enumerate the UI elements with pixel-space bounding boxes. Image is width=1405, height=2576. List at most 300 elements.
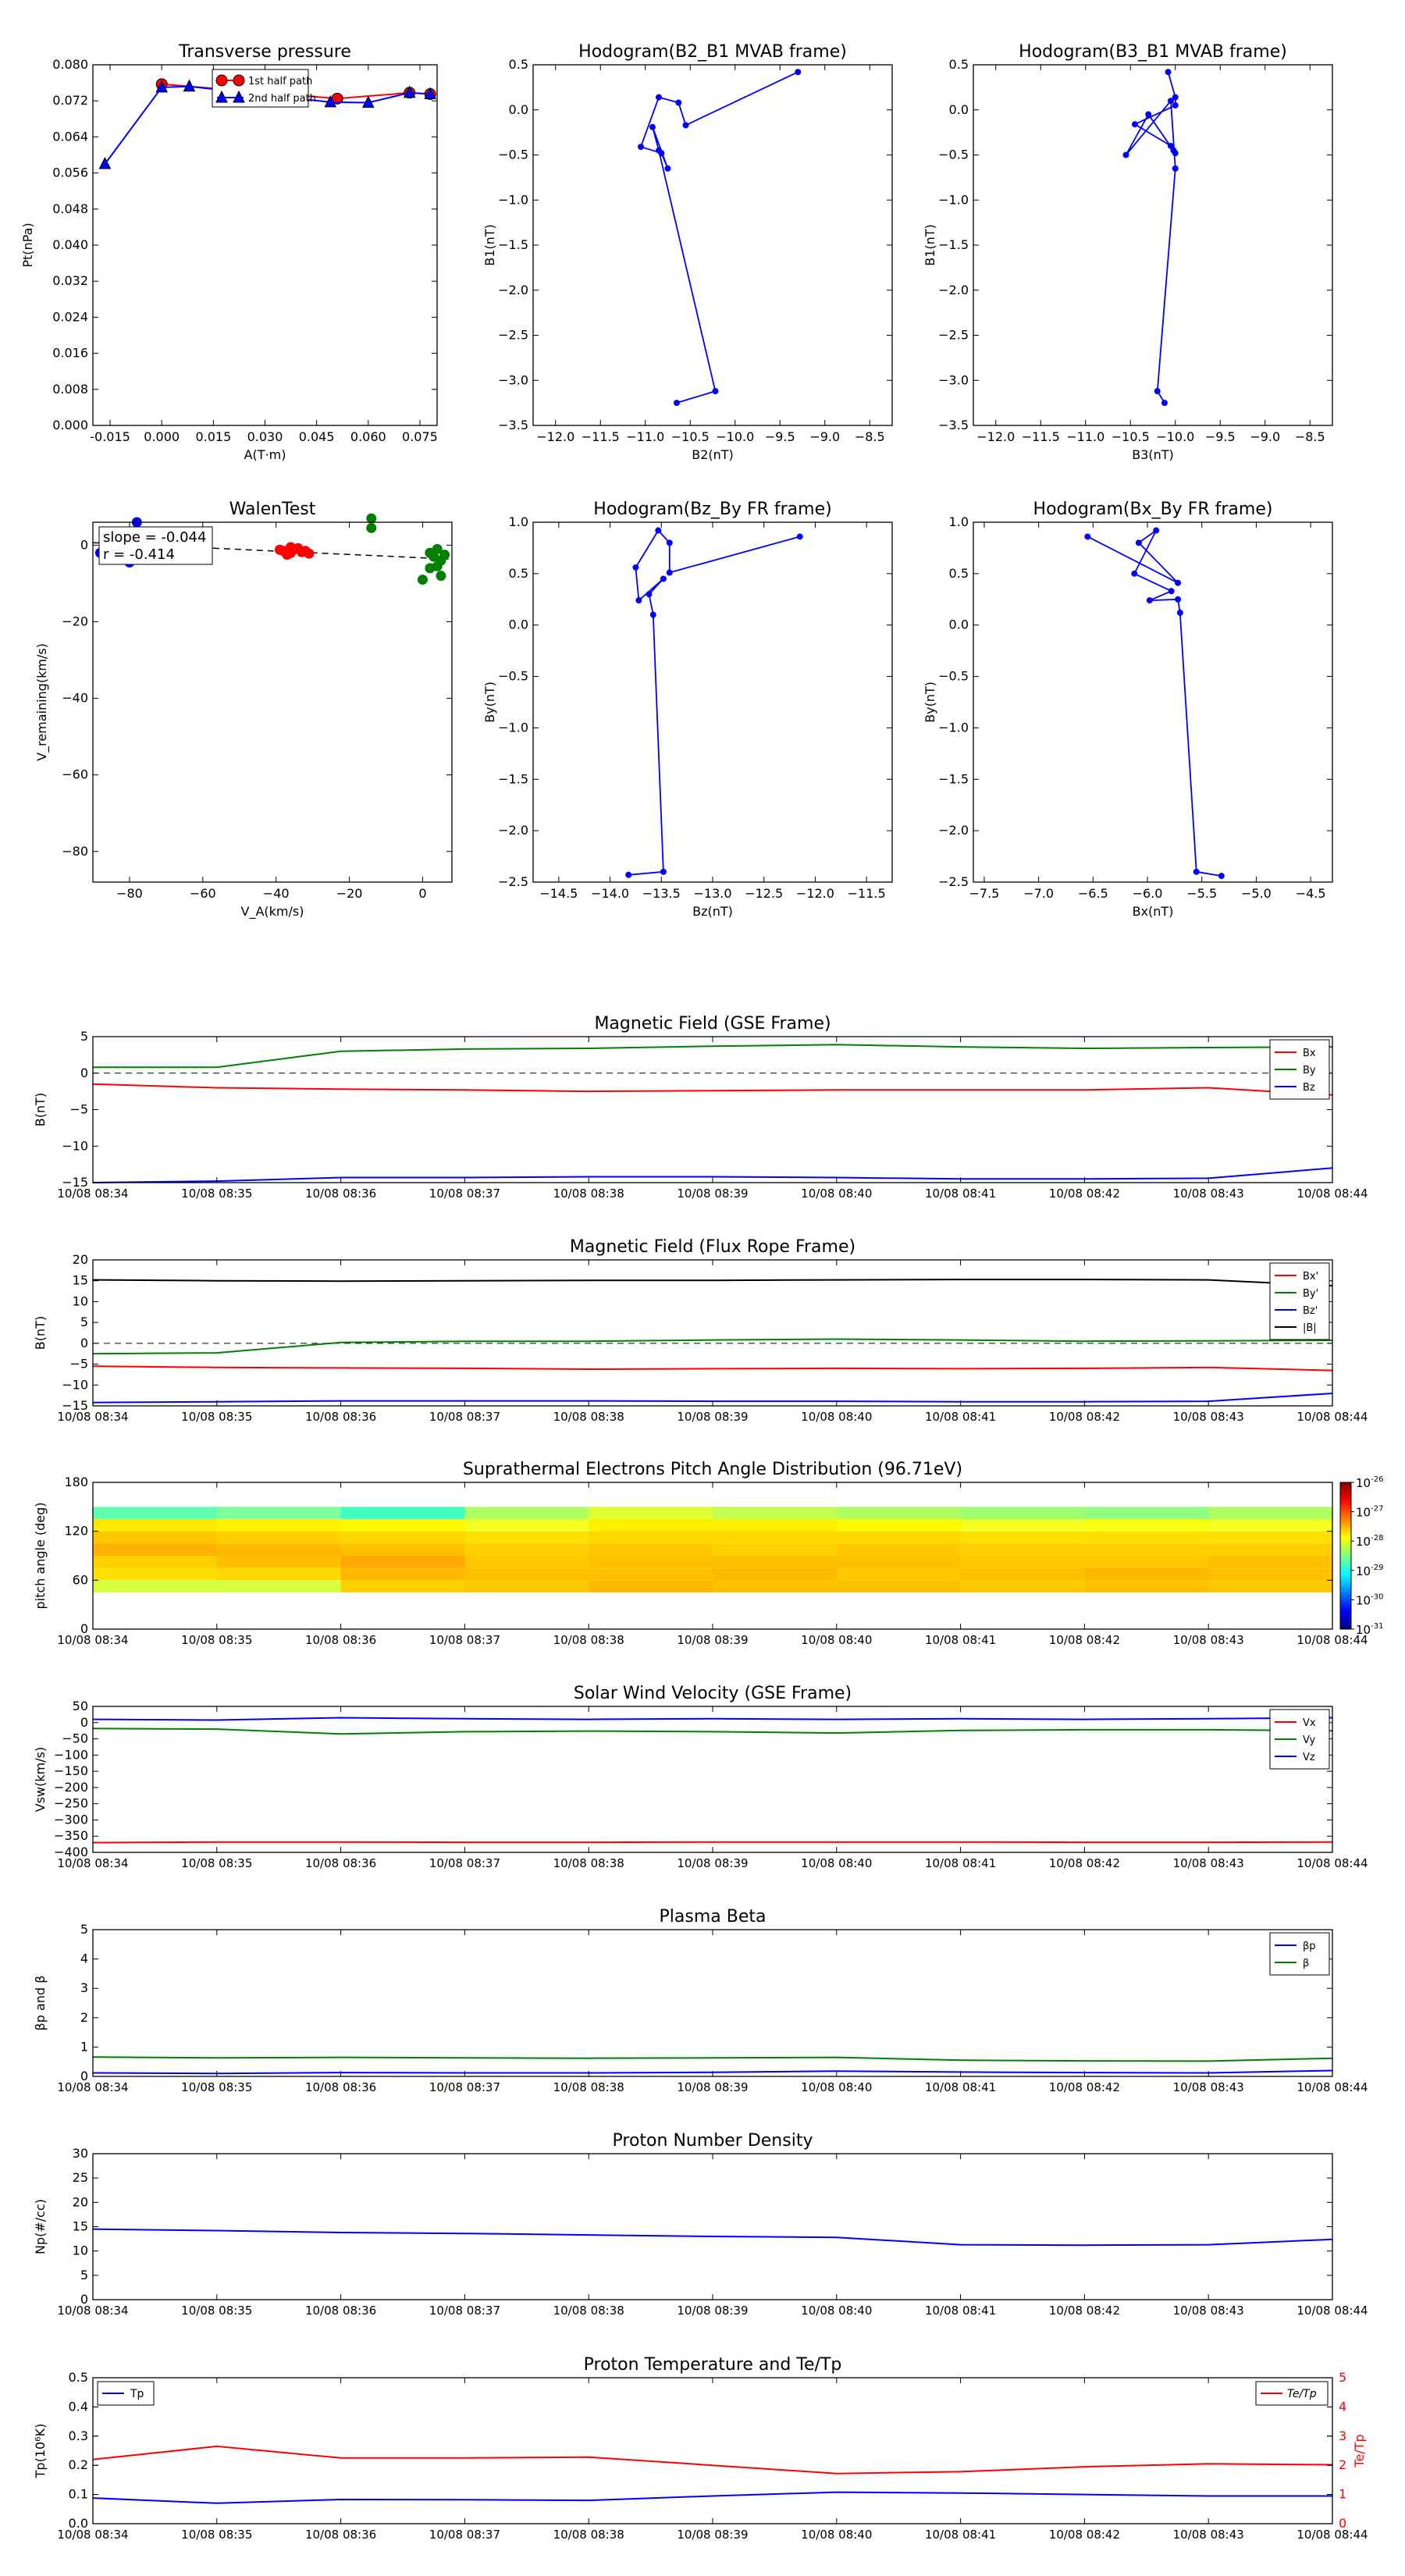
x-tick-label: 10/08 08:36 — [304, 2528, 377, 2542]
x-tick-label: 10/08 08:40 — [801, 2304, 873, 2318]
heatmap-cell — [464, 1519, 589, 1532]
heatmap-cell — [1084, 1532, 1208, 1544]
legend-label: β — [1303, 1958, 1310, 1969]
heatmap-cell — [464, 1543, 589, 1556]
scatter-point — [436, 571, 446, 581]
y-tick-label: 5 — [80, 2267, 88, 2282]
x-tick-label: 10/08 08:39 — [677, 2304, 749, 2318]
heatmap-cell — [1084, 1543, 1208, 1556]
y-axis-label: Pt(nPa) — [20, 222, 35, 268]
y-tick-label: −2.5 — [938, 874, 969, 889]
data-marker — [638, 144, 644, 150]
heatmap-cell — [464, 1532, 589, 1544]
y-tick-label: 3 — [1339, 2428, 1347, 2443]
y-tick-label: 4 — [1339, 2399, 1347, 2414]
y-tick-label: 0.080 — [52, 57, 88, 72]
y-tick-label: 0.3 — [68, 2428, 88, 2443]
heatmap-cell — [464, 1556, 589, 1568]
series-line — [93, 2057, 1332, 2061]
x-tick-label: 10/08 08:35 — [181, 1187, 253, 1201]
data-marker — [650, 612, 656, 617]
colorbar-exponent: -30 — [1371, 1592, 1384, 1602]
plot-frame — [93, 1706, 1332, 1852]
chart-walen-test — [34, 500, 452, 920]
x-axis-label: Bx(nT) — [1132, 904, 1174, 919]
x-tick-label: −5.5 — [1186, 886, 1218, 901]
legend-box — [1270, 1263, 1329, 1340]
heatmap-cell — [341, 1580, 465, 1592]
y-tick-label: 0.048 — [52, 201, 88, 216]
y-tick-label: −0.5 — [938, 147, 969, 162]
scatter-point — [367, 523, 376, 532]
y-tick-label: 0.0 — [508, 101, 528, 117]
y-tick-label: −100 — [54, 1747, 88, 1763]
chart-title: Transverse pressure — [179, 42, 351, 62]
y-tick-label: 0.5 — [508, 565, 528, 581]
y-tick-label: 15 — [72, 2218, 88, 2234]
heatmap-cell — [837, 1580, 961, 1592]
colorbar-tick-label: $10^{-27}$ — [1356, 1504, 1384, 1520]
x-tick-label: 10/08 08:38 — [553, 2080, 624, 2094]
data-marker — [1172, 165, 1178, 171]
chart-title: Magnetic Field (Flux Rope Frame) — [569, 1237, 856, 1257]
chart-mag-gse — [33, 1014, 1368, 1201]
y-tick-label: −1.0 — [938, 720, 969, 735]
heatmap-cell — [217, 1507, 341, 1519]
x-tick-label: 10/08 08:42 — [1048, 1856, 1121, 1870]
y-tick-label: −1.5 — [938, 771, 969, 787]
x-tick-label: 10/08 08:34 — [57, 2304, 129, 2318]
heatmap-cell — [217, 1556, 341, 1568]
heatmap-cell — [837, 1519, 961, 1532]
x-tick-label: 10/08 08:42 — [1048, 2304, 1121, 2318]
y-tick-label: 0.5 — [948, 57, 969, 72]
legend-label: Bz' — [1303, 1305, 1318, 1317]
x-tick-label: 10/08 08:36 — [304, 1633, 377, 1647]
x-tick-label: −14.0 — [591, 886, 630, 901]
legend-box — [1270, 1933, 1329, 1975]
x-tick-label: −12.0 — [795, 886, 834, 901]
heatmap-cell — [837, 1507, 961, 1519]
y-tick-label: 5 — [80, 1315, 88, 1330]
scatter-point — [418, 575, 427, 585]
y-tick-label: −2.5 — [498, 874, 528, 889]
heatmap-cell — [1084, 1568, 1208, 1581]
x-tick-label: 10/08 08:44 — [1297, 2528, 1368, 2542]
chart-title: WalenTest — [229, 500, 316, 519]
y-tick-label: 1.0 — [948, 514, 969, 529]
y-tick-label: −2.0 — [498, 823, 528, 838]
y-axis-label: pitch angle (deg) — [33, 1502, 48, 1610]
heatmap-cell — [961, 1507, 1085, 1519]
colorbar-exponent: -31 — [1371, 1622, 1384, 1631]
data-marker — [1218, 873, 1224, 879]
chart-vsw — [33, 1684, 1368, 1870]
x-tick-label: −11.0 — [1066, 429, 1105, 444]
plot-frame — [93, 522, 452, 882]
data-marker — [636, 598, 642, 603]
x-tick-label: 10/08 08:40 — [801, 2080, 873, 2094]
data-marker — [665, 165, 670, 171]
y-tick-label: −1.0 — [498, 192, 528, 208]
x-tick-label: 10/08 08:43 — [1172, 1187, 1244, 1201]
heatmap-cell — [93, 1580, 217, 1592]
chart-title: Proton Number Density — [612, 2131, 813, 2151]
x-tick-label: 10/08 08:41 — [924, 1410, 997, 1424]
x-tick-label: 10/08 08:41 — [924, 2080, 997, 2094]
x-tick-label: 10/08 08:37 — [429, 1856, 501, 1870]
x-tick-label: 10/08 08:34 — [57, 2528, 129, 2542]
y-tick-label: −2.0 — [938, 282, 969, 297]
scatter-point — [425, 564, 435, 573]
x-tick-label: 10/08 08:41 — [924, 2528, 997, 2542]
plot-frame — [93, 1260, 1332, 1406]
data-marker — [1154, 389, 1160, 394]
heatmap-cell — [961, 1519, 1085, 1532]
y-tick-label: −3.5 — [938, 418, 969, 432]
y-tick-label: −300 — [54, 1812, 88, 1827]
scatter-point — [286, 543, 295, 552]
data-marker — [649, 124, 655, 130]
y-tick-label: −5 — [69, 1101, 88, 1117]
colorbar-tick-label: $10^{-30}$ — [1356, 1592, 1384, 1608]
heatmap-cell — [1208, 1507, 1332, 1519]
heatmap-cell — [93, 1543, 217, 1556]
y-axis-label: By(nT) — [482, 681, 497, 723]
x-tick-label: −10.0 — [716, 429, 755, 444]
y-axis-label: Np(#/cc) — [33, 2199, 48, 2254]
data-marker — [1176, 580, 1181, 585]
heatmap-cell — [837, 1568, 961, 1581]
x-tick-label: 10/08 08:35 — [181, 2080, 253, 2094]
y-tick-label: −2.0 — [498, 282, 528, 297]
series-line — [93, 1340, 1332, 1354]
x-tick-label: 10/08 08:43 — [1172, 1856, 1244, 1870]
data-marker — [1172, 102, 1178, 108]
plot-frame — [533, 522, 892, 882]
data-marker — [713, 389, 718, 394]
y-tick-label: −400 — [54, 1845, 88, 1859]
x-tick-label: 10/08 08:38 — [553, 1410, 624, 1424]
y-tick-label: 0.5 — [508, 57, 528, 72]
heatmap-cell — [217, 1532, 341, 1544]
heatmap-cell — [1208, 1519, 1332, 1532]
heatmap-cell — [961, 1532, 1085, 1544]
heatmap-cell — [1208, 1568, 1332, 1581]
heatmap-cell — [589, 1556, 713, 1568]
y-tick-label: −15 — [62, 1175, 88, 1190]
y-tick-label: −2.5 — [498, 327, 528, 343]
heatmap-cell — [589, 1580, 713, 1592]
x-axis-label: B3(nT) — [1132, 447, 1174, 462]
x-tick-label: 10/08 08:40 — [801, 1633, 873, 1647]
x-tick-label: −6.5 — [1077, 886, 1108, 901]
heatmap-cell — [837, 1543, 961, 1556]
heatmap-cell — [1208, 1580, 1332, 1592]
heatmap-cell — [961, 1543, 1085, 1556]
y-tick-label: 0.5 — [948, 565, 969, 581]
data-marker — [1085, 534, 1090, 539]
y-tick-label: 0.2 — [68, 2457, 88, 2473]
chart-plasma-beta — [33, 1907, 1368, 2094]
x-tick-label: 10/08 08:38 — [553, 1856, 624, 1870]
y-tick-label: −1.0 — [938, 192, 969, 208]
y-tick-label: 0.0 — [68, 2516, 88, 2531]
y-tick-label: 1.0 — [508, 514, 528, 529]
y-tick-label: −2.5 — [938, 327, 969, 343]
data-marker — [633, 564, 638, 570]
x-tick-label: −7.0 — [1023, 886, 1055, 901]
chart-proton-temp — [33, 2355, 1368, 2542]
heatmap-cell — [589, 1519, 713, 1532]
chart-hodogram-b2-b1 — [482, 42, 892, 462]
x-tick-label: −11.0 — [626, 429, 665, 444]
x-tick-label: −10.0 — [1156, 429, 1195, 444]
heatmap-cell — [837, 1532, 961, 1544]
y-tick-label: −10 — [62, 1377, 88, 1393]
chart-hodogram-bx-by — [923, 500, 1332, 919]
y-tick-label: 0.064 — [52, 129, 88, 144]
legend-label: Tp — [130, 2388, 144, 2400]
heatmap-cell — [589, 1568, 713, 1581]
heatmap-cell — [1084, 1519, 1208, 1532]
x-tick-label: 10/08 08:40 — [801, 1856, 873, 1870]
x-tick-label: −60 — [189, 886, 216, 901]
y-axis-label: By(nT) — [923, 681, 937, 723]
colorbar-exponent: -27 — [1371, 1504, 1384, 1514]
heatmap-cell — [217, 1568, 341, 1581]
scatter-point — [432, 544, 442, 553]
heatmap-cell — [589, 1543, 713, 1556]
x-tick-label: 10/08 08:40 — [801, 1410, 873, 1424]
data-marker — [1147, 598, 1152, 603]
series-line — [93, 2492, 1332, 2503]
y-tick-label: 5 — [80, 1922, 88, 1937]
x-tick-label: 10/08 08:39 — [677, 2528, 749, 2542]
x-tick-label: 10/08 08:43 — [1172, 1633, 1244, 1647]
heatmap-cell — [464, 1507, 589, 1519]
x-tick-label: 0.045 — [298, 429, 335, 444]
heatmap-cell — [713, 1543, 837, 1556]
heatmap-cell — [961, 1556, 1085, 1568]
y-tick-label: −5 — [69, 1356, 88, 1372]
y-tick-label: −0.5 — [498, 147, 528, 162]
y-tick-label: −1.0 — [498, 720, 528, 735]
legend-marker — [216, 75, 227, 86]
heatmap-cell — [217, 1543, 341, 1556]
heatmap-cell — [1084, 1556, 1208, 1568]
legend-label: Vy — [1303, 1735, 1316, 1746]
x-tick-label: 10/08 08:43 — [1172, 2080, 1244, 2094]
y-tick-label: 10 — [72, 1293, 88, 1309]
data-marker — [1154, 528, 1159, 533]
x-tick-label: −6.0 — [1132, 886, 1163, 901]
data-marker — [1161, 400, 1167, 406]
y-tick-label: 0 — [80, 537, 88, 553]
y-axis-label: Tp(10⁶K) — [33, 2423, 48, 2478]
heatmap-cell — [1084, 1580, 1208, 1592]
x-tick-label: 10/08 08:39 — [677, 1410, 749, 1424]
heatmap-cell — [1084, 1507, 1208, 1519]
y-tick-label: −200 — [54, 1779, 88, 1795]
heatmap-cell — [961, 1568, 1085, 1581]
data-marker — [795, 69, 801, 75]
data-marker — [676, 100, 681, 105]
y-tick-label: 5 — [1339, 2370, 1347, 2385]
x-tick-label: −11.5 — [581, 429, 620, 444]
legend-label: Bx' — [1303, 1271, 1319, 1283]
colorbar-tick-label: $10^{-29}$ — [1356, 1563, 1384, 1578]
y-tick-label: 0.024 — [52, 309, 88, 325]
y-tick-label: −60 — [62, 767, 88, 782]
x-tick-label: −13.0 — [693, 886, 732, 901]
legend-label: Vz — [1303, 1752, 1315, 1763]
y-tick-label: 0.032 — [52, 273, 88, 289]
y-tick-label: 0.4 — [68, 2399, 88, 2414]
plot-frame — [973, 522, 1332, 882]
x-tick-label: 0 — [418, 886, 427, 901]
x-tick-label: 10/08 08:42 — [1048, 1633, 1121, 1647]
y-axis-label: B1(nT) — [923, 224, 937, 266]
chart-title: Magnetic Field (GSE Frame) — [594, 1014, 831, 1034]
legend-label: Vx — [1303, 1717, 1316, 1729]
x-tick-label: 10/08 08:35 — [181, 1633, 253, 1647]
series-line — [93, 1044, 1332, 1067]
x-tick-label: −9.5 — [1204, 429, 1236, 444]
x-axis-label: B2(nT) — [692, 447, 734, 462]
x-tick-label: −9.5 — [764, 429, 795, 444]
data-marker — [660, 576, 666, 582]
heatmap-cell — [93, 1507, 217, 1519]
y-tick-label: 1 — [1339, 2486, 1347, 2502]
legend-label: Te/Tp — [1287, 2388, 1317, 2400]
legend-label: 2nd half path — [248, 93, 316, 105]
data-marker — [656, 148, 662, 153]
chart-hodogram-bz-by — [482, 500, 892, 919]
x-tick-label: 10/08 08:37 — [429, 2528, 501, 2542]
x-tick-label: 0.000 — [144, 429, 180, 444]
x-tick-label: 10/08 08:39 — [677, 2080, 749, 2094]
y-tick-label: 25 — [72, 2170, 88, 2186]
x-tick-label: 10/08 08:39 — [677, 1633, 749, 1647]
data-marker — [1193, 869, 1199, 874]
y-axis-label: Vsw(km/s) — [33, 1746, 48, 1813]
y-tick-label: −15 — [62, 1398, 88, 1413]
y-tick-label: 0.5 — [68, 2370, 88, 2385]
heatmap-cell — [961, 1580, 1085, 1592]
x-tick-label: 10/08 08:43 — [1172, 1410, 1244, 1424]
heatmap-cell — [1208, 1543, 1332, 1556]
y-tick-label: −1.5 — [498, 237, 528, 252]
legend-marker — [233, 75, 244, 86]
y-tick-label: 10 — [72, 2243, 88, 2258]
colorbar-tick-label: $10^{-31}$ — [1356, 1622, 1384, 1637]
y-tick-label: 15 — [72, 1272, 88, 1288]
data-marker — [1133, 122, 1138, 127]
heatmap-cell — [341, 1568, 465, 1581]
x-tick-label: −20 — [336, 886, 363, 901]
x-tick-label: 10/08 08:44 — [1297, 2080, 1368, 2094]
x-tick-label: 10/08 08:34 — [57, 1633, 129, 1647]
x-tick-label: −10.5 — [1111, 429, 1150, 444]
heatmap-cell — [464, 1580, 589, 1592]
x-tick-label: 10/08 08:40 — [801, 2528, 873, 2542]
y-tick-label: −2.0 — [938, 823, 969, 838]
scatter-point — [367, 514, 376, 523]
x-tick-label: 10/08 08:34 — [57, 2080, 129, 2094]
x-tick-label: 10/08 08:36 — [304, 2080, 377, 2094]
x-tick-label: −12.5 — [745, 886, 784, 901]
series-line — [628, 531, 799, 875]
heatmap-cell — [464, 1568, 589, 1581]
chart-proton-density — [33, 2131, 1368, 2318]
y-tick-label: 0.016 — [52, 345, 88, 361]
heatmap-cell — [713, 1532, 837, 1544]
x-tick-label: −4.5 — [1295, 886, 1326, 901]
y-tick-label: 0 — [80, 2292, 88, 2307]
x-tick-label: 10/08 08:42 — [1048, 1187, 1121, 1201]
y-tick-label: 60 — [72, 1572, 88, 1588]
y-tick-label: −3.5 — [498, 418, 528, 432]
x-tick-label: 10/08 08:39 — [677, 1856, 749, 1870]
y-tick-label: 180 — [64, 1475, 88, 1489]
y-tick-label: 0 — [80, 1335, 88, 1350]
series-line — [93, 1366, 1332, 1370]
series-line — [93, 1084, 1332, 1095]
y-tick-label: 0.0 — [508, 617, 528, 632]
x-tick-label: −9.0 — [809, 429, 841, 444]
data-marker — [1146, 112, 1151, 117]
chart-title: Hodogram(B3_B1 MVAB frame) — [1019, 42, 1287, 62]
y-axis-label: Te/Tp — [1352, 2434, 1367, 2467]
legend-label: 1st half path — [248, 76, 313, 87]
chart-mag-fr — [33, 1237, 1368, 1424]
series-line — [93, 2229, 1332, 2246]
legend-label: Bx — [1303, 1048, 1316, 1059]
chart-pitch-angle — [33, 1460, 1383, 1647]
x-tick-label: 10/08 08:35 — [181, 1410, 253, 1424]
x-tick-label: −8.5 — [1294, 429, 1325, 444]
y-tick-label: 2 — [80, 2009, 88, 2025]
x-tick-label: 10/08 08:35 — [181, 2304, 253, 2318]
heatmap-cell — [589, 1532, 713, 1544]
y-tick-label: 0.072 — [52, 93, 88, 109]
plot-frame — [533, 65, 892, 425]
x-tick-label: 10/08 08:40 — [801, 1187, 873, 1201]
data-marker — [656, 528, 661, 533]
heatmap-cell — [713, 1519, 837, 1532]
x-axis-label: V_A(km/s) — [240, 904, 304, 919]
heatmap-cell — [713, 1580, 837, 1592]
heatmap-cell — [589, 1507, 713, 1519]
data-marker — [660, 869, 666, 874]
chart-title: Suprathermal Electrons Pitch Angle Distribution (96.71eV) — [462, 1460, 963, 1479]
y-tick-label: 0.0 — [948, 617, 969, 632]
x-tick-label: 10/08 08:42 — [1048, 2080, 1121, 2094]
heatmap-cell — [93, 1519, 217, 1532]
x-tick-label: 10/08 08:36 — [304, 2304, 377, 2318]
x-tick-label: −13.5 — [642, 886, 681, 901]
x-tick-label: −12.0 — [536, 429, 575, 444]
y-tick-label: 20 — [72, 2194, 88, 2210]
y-tick-label: 0 — [1339, 2516, 1347, 2531]
x-tick-label: 10/08 08:36 — [304, 1187, 377, 1201]
chart-title: Hodogram(Bx_By FR frame) — [1033, 500, 1273, 519]
x-tick-label: 10/08 08:43 — [1172, 2304, 1244, 2318]
heatmap-cell — [341, 1556, 465, 1568]
y-tick-label: −3.0 — [938, 372, 969, 388]
chart-title: Hodogram(B2_B1 MVAB frame) — [578, 42, 847, 62]
